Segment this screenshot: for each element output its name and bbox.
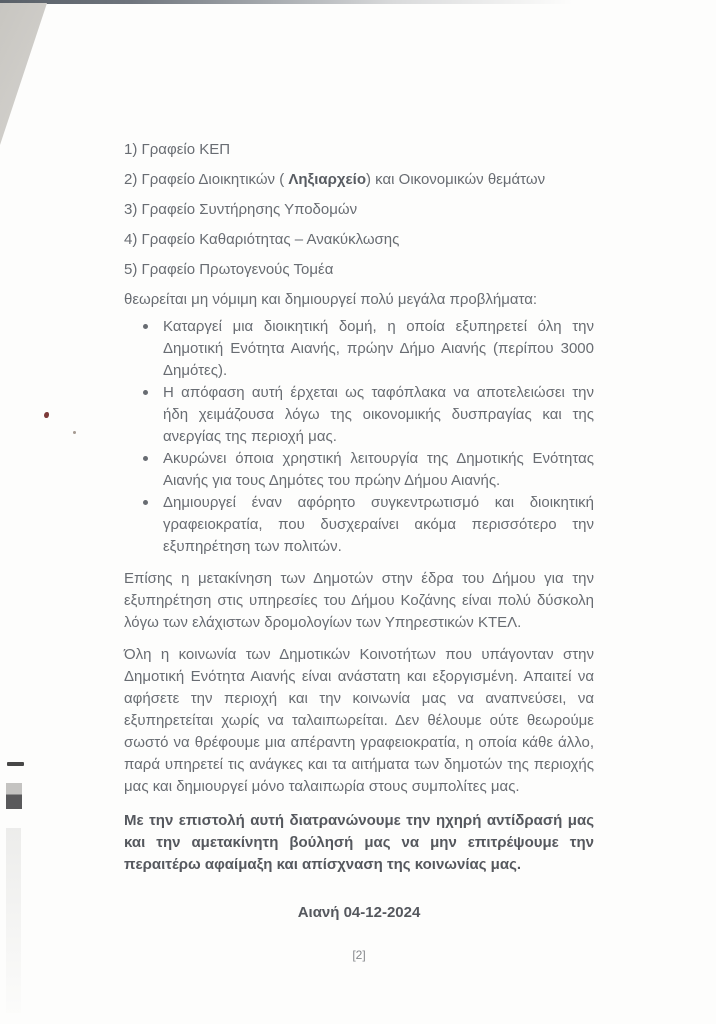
list-item-text: 5) Γραφείο Πρωτογενούς Τομέα bbox=[124, 261, 334, 278]
bullet-icon bbox=[143, 456, 148, 461]
bullet-text: Ακυρώνει όποια χρηστική λειτουργία της Δημοτικής Ενότητας Αιανής για τους Δημότες του πρώην Δήμου Αιανής. bbox=[163, 450, 594, 489]
bullet-icon bbox=[143, 500, 148, 505]
scan-margin-smudge bbox=[6, 828, 21, 1013]
list-item-text: 2) Γραφείο Διοικητικών ( bbox=[124, 171, 289, 188]
bullet-text: Καταργεί μια διοικητική δομή, η οποία εξυπηρετεί όλη την Δημοτική Ενότητα Αιανής, πρώην Δήμο Αιανής (περίπου 3000 Δημότες). bbox=[163, 318, 594, 379]
paragraph-commute: Επίσης η μετακίνηση των Δημοτών στην έδρα του Δήμου για την εξυπηρέτηση στις υπηρεσίες του Δήμου Κοζάνης είναι πολύ δύσκολη λόγω των ελάχιστων δρομολογίων των Υπηρεστικών ΚΤΕΛ. bbox=[124, 570, 594, 631]
scan-corner-shadow bbox=[0, 3, 47, 145]
bullet-icon bbox=[143, 324, 148, 329]
list-item-bold-text: Ληξιαρχείο bbox=[288, 171, 366, 188]
list-item-office-primary-sector bbox=[124, 262, 594, 278]
list-item-text: ) και Οικονομικών θεμάτων bbox=[366, 171, 546, 188]
bullet-icon bbox=[143, 390, 148, 395]
list-item-office-maintenance bbox=[124, 202, 594, 218]
paragraph-community-reaction: Όλη η κοινωνία των Δημοτικών Κοινοτήτων που υπάγονταν στην Δημοτική Ενότητα Αιανής είναι ανάστατη και εξοργισμένη. Απαιτεί να αφήσετε την περιοχή και την κοινωνία μας να αναπνεύσει, να εξυπηρετείται χωρίς να ταλαιπωρείται. Δεν θέλουμε ούτε θεωρούμε σωστό να θρέφουμε μια απέραντη γραφειοκρατία, η οποία κάθε άλλο, παρά υπηρετεί τις ανάγκες και τα αιτήματα των δημοτών της περιοχής μας και δημιουργεί μόνο ταλαιπωρία στους συμπολίτες μας. bbox=[124, 646, 594, 795]
dateline: Αιανή 04-12-2024 bbox=[297, 904, 421, 921]
bullet-item bbox=[124, 448, 594, 492]
office-list bbox=[124, 142, 594, 278]
bullet-item bbox=[124, 382, 594, 448]
bullet-item bbox=[124, 492, 594, 558]
scan-margin-dash-mark bbox=[7, 762, 24, 766]
list-item-text: 3) Γραφείο Συντήρησης Υποδομών bbox=[124, 201, 358, 218]
bullet-text: Δημιουργεί έναν αφόρητο συγκεντρωτισμό και διοικητική γραφειοκρατία, που δυσχεραίνει ακόμα περισσότερο την εξυπηρέτηση των πολιτών. bbox=[163, 494, 594, 555]
page-number: [2] bbox=[352, 948, 366, 962]
scan-top-edge-artifact bbox=[0, 0, 716, 4]
bullet-list bbox=[124, 316, 594, 558]
scan-speck bbox=[44, 412, 49, 418]
document-content bbox=[124, 142, 594, 962]
list-item-text: 4) Γραφείο Καθαριότητας – Ανακύκλωσης bbox=[124, 231, 400, 248]
closing-statement: Με την επιστολή αυτή διατρανώνουμε την ηχηρή αντίδρασή μας και την αμετακίνητη βούλησή μας να μην επιτρέψουμε την περαιτέρω αφαίμαξη και απίσχναση της κοινωνίας μας. bbox=[124, 812, 594, 873]
bullet-text: Η απόφαση αυτή έρχεται ως ταφόπλακα να αποτελειώσει την ήδη χειμάζουσα λόγω της οικονομικής δυσπραγίας και της ανεργίας της περιοχή μας. bbox=[163, 384, 594, 445]
intro-line: θεωρείται μη νόμιμη και δημιουργεί πολύ μεγάλα προβλήματα: bbox=[124, 291, 538, 308]
list-item-office-kep bbox=[124, 142, 594, 158]
list-item-office-administrative bbox=[124, 172, 594, 188]
list-item-office-cleaning bbox=[124, 232, 594, 248]
list-item-text: 1) Γραφείο ΚΕΠ bbox=[124, 141, 231, 158]
scan-margin-square-mark bbox=[6, 783, 22, 809]
scan-speck bbox=[73, 431, 76, 434]
bullet-item bbox=[124, 316, 594, 382]
